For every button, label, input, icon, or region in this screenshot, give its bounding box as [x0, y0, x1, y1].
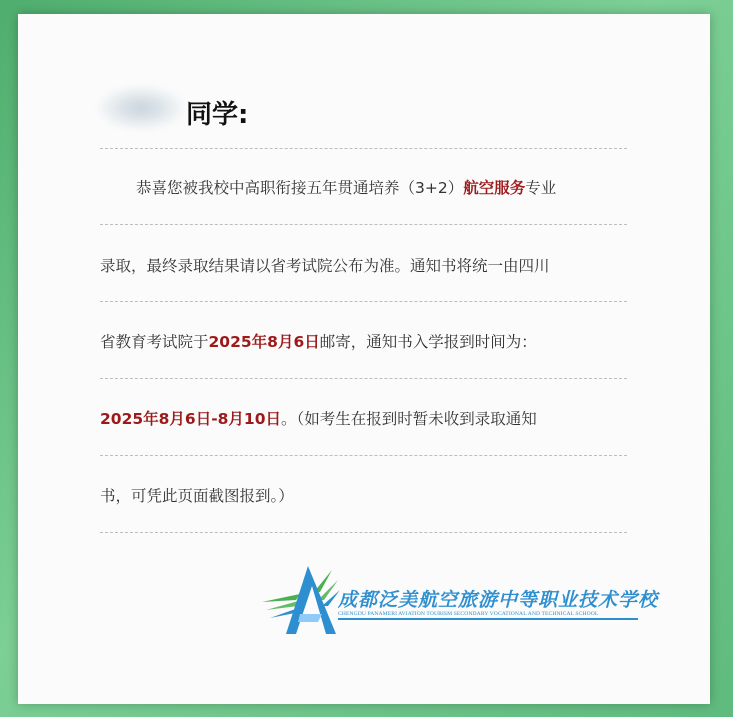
notice-line-3-end: 邮寄，通知书入学报到时间为： [319, 333, 537, 351]
divider [100, 378, 627, 379]
mail-date: 2025年8月6日 [208, 333, 320, 351]
notice-line-5: 书，可凭此页面截图报到。） [100, 487, 294, 505]
registration-dates: 2025年8月6日-8月10日 [100, 410, 281, 428]
divider [100, 455, 627, 456]
school-name-cn: 成都泛美航空旅游中等职业技术学校 [338, 589, 659, 611]
notice-line-2: 录取，最终录取结果请以省考试院公布为准。通知书将统一由四川 [100, 257, 550, 275]
notice-line-1-end: 专业 [525, 179, 557, 197]
notice-line-3-text: 省教育考试院于 [100, 333, 209, 351]
notice-line-1-text: 恭喜您被我校中高职衔接五年贯通培养（3+2） [136, 179, 464, 197]
notice-line-1 [100, 178, 627, 198]
major-name: 航空服务 [463, 179, 526, 197]
greeting-suffix: 同学: [186, 100, 249, 130]
notice-line-4 [100, 409, 627, 429]
divider [100, 148, 627, 149]
divider [100, 532, 627, 533]
divider [100, 224, 627, 225]
logo-underline [338, 618, 638, 620]
notice-line-3 [100, 332, 627, 352]
school-name-en: CHENGDU PANAMERI AVIATION TOURISM SECONDARY VOCATIONAL AND TECHNICAL SCHOOL [338, 611, 599, 617]
divider [100, 301, 627, 302]
notice-line-4-end: 。（如考生在报到时暂未收到录取通知 [281, 410, 537, 428]
blurred-student-name [98, 86, 184, 130]
